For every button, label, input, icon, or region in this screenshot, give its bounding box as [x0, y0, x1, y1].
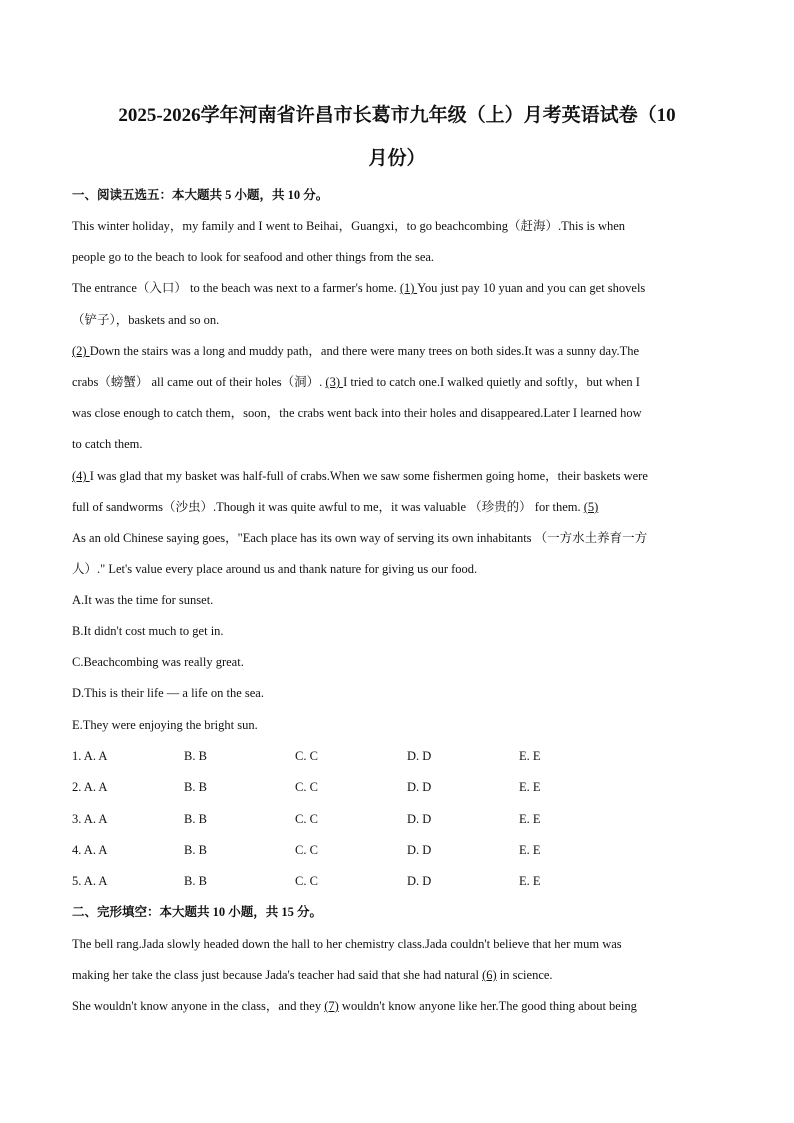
choice-b: B.It didn't cost much to get in.: [72, 624, 224, 638]
passage-text: making her take the class just because Jada's teacher had said that she had natural: [72, 968, 483, 982]
answer-option[interactable]: B. B: [184, 812, 207, 826]
choice-e: E.They were enjoying the bright sun.: [72, 718, 258, 732]
passage-text: The entrance（入口） to the beach was next to a farmer's home.: [72, 281, 400, 295]
answer-row-1: [72, 747, 722, 765]
blank-1: (1): [399, 281, 418, 295]
answer-option[interactable]: 3. A. A: [72, 812, 108, 826]
passage-line: The bell rang.Jada slowly headed down the hall to her chemistry class.Jada couldn't believe that her mum was: [72, 937, 622, 951]
passage-line: 人）." Let's value every place around us and thank nature for giving us our food.: [72, 562, 478, 576]
passage-line: [72, 279, 722, 297]
choice-c: C.Beachcombing was really great.: [72, 655, 244, 669]
answer-option[interactable]: E. E: [519, 843, 541, 857]
answer-option[interactable]: C. C: [295, 780, 318, 794]
answer-option[interactable]: D. D: [407, 749, 432, 763]
blank-5: (5): [583, 500, 599, 514]
answer-option[interactable]: B. B: [184, 874, 207, 888]
passage-line: [72, 498, 722, 516]
blank-2: (2): [72, 344, 90, 358]
passage-line: was close enough to catch them，soon，the crabs went back into their holes and disappeared.Later I learned how: [72, 406, 642, 420]
passage-text: crabs（螃蟹） all came out of their holes（洞）.: [72, 375, 326, 389]
answer-option[interactable]: C. C: [295, 874, 318, 888]
blank-7: (7): [324, 999, 339, 1013]
exam-title-line1: 2025-2026学年河南省许昌市长葛市九年级（上）月考英语试卷（10: [118, 105, 676, 126]
blank-3: (3): [325, 375, 344, 389]
answer-option[interactable]: C. C: [295, 843, 318, 857]
passage-text: She wouldn't know anyone in the class，and they: [72, 999, 325, 1013]
answer-option[interactable]: C. C: [295, 812, 318, 826]
answer-option[interactable]: E. E: [519, 749, 541, 763]
answer-option[interactable]: 4. A. A: [72, 843, 108, 857]
passage-text: You just pay 10 yuan and you can get shovels: [417, 281, 646, 295]
answer-option[interactable]: E. E: [519, 812, 541, 826]
answer-option[interactable]: B. B: [184, 843, 207, 857]
passage-line: [72, 997, 722, 1015]
answer-option[interactable]: D. D: [407, 780, 432, 794]
passage-line: [72, 467, 722, 485]
answer-option[interactable]: E. E: [519, 874, 541, 888]
answer-row-5: [72, 872, 722, 890]
answer-option[interactable]: D. D: [407, 874, 432, 888]
passage-line: [72, 373, 722, 391]
blank-4: (4): [72, 469, 90, 483]
blank-6: (6): [482, 968, 497, 982]
passage-text: I was glad that my basket was half-full of crabs.When we saw some fishermen going home，their baskets were: [89, 469, 648, 483]
answer-option[interactable]: 2. A. A: [72, 780, 108, 794]
answer-row-3: [72, 810, 722, 828]
passage-line: people go to the beach to look for seafood and other things from the sea.: [72, 250, 435, 264]
answer-option[interactable]: 5. A. A: [72, 874, 108, 888]
answer-option[interactable]: D. D: [407, 843, 432, 857]
section2-heading: 二、完形填空：本大题共 10 小题，共 15 分。: [72, 905, 323, 919]
passage-text: I tried to catch one.I walked quietly and softly，but when I: [343, 375, 640, 389]
answer-row-4: [72, 841, 722, 859]
exam-title-line2: 月份）: [368, 148, 426, 169]
answer-option[interactable]: C. C: [295, 749, 318, 763]
passage-line: As an old Chinese saying goes，"Each place has its own way of serving its own inhabitants （一方水土养育一方: [72, 531, 648, 545]
passage-text: full of sandworms（沙虫）.Though it was quite awful to me，it was valuable （珍贵的） for them.: [72, 500, 584, 514]
section1-heading: 一、阅读五选五：本大题共 5 小题，共 10 分。: [72, 188, 329, 202]
passage-line: [72, 342, 722, 360]
passage-line: （铲子），baskets and so on.: [72, 313, 220, 327]
answer-option[interactable]: B. B: [184, 780, 207, 794]
answer-option[interactable]: 1. A. A: [72, 749, 108, 763]
choice-a: A.It was the time for sunset.: [72, 593, 214, 607]
passage-text: Down the stairs was a long and muddy path，and there were many trees on both sides.It was a sunny day.The: [89, 344, 640, 358]
passage-text: in science.: [496, 968, 553, 982]
passage-text: wouldn't know anyone like her.The good thing about being: [338, 999, 637, 1013]
passage-line: [72, 966, 722, 984]
answer-option[interactable]: B. B: [184, 749, 207, 763]
passage-line: This winter holiday，my family and I went to Beihai，Guangxi，to go beachcombing（赶海）.This is when: [72, 219, 626, 233]
answer-option[interactable]: E. E: [519, 780, 541, 794]
answer-option[interactable]: D. D: [407, 812, 432, 826]
passage-line: to catch them.: [72, 437, 143, 451]
choice-d: D.This is their life — a life on the sea.: [72, 686, 264, 700]
answer-row-2: [72, 778, 722, 796]
